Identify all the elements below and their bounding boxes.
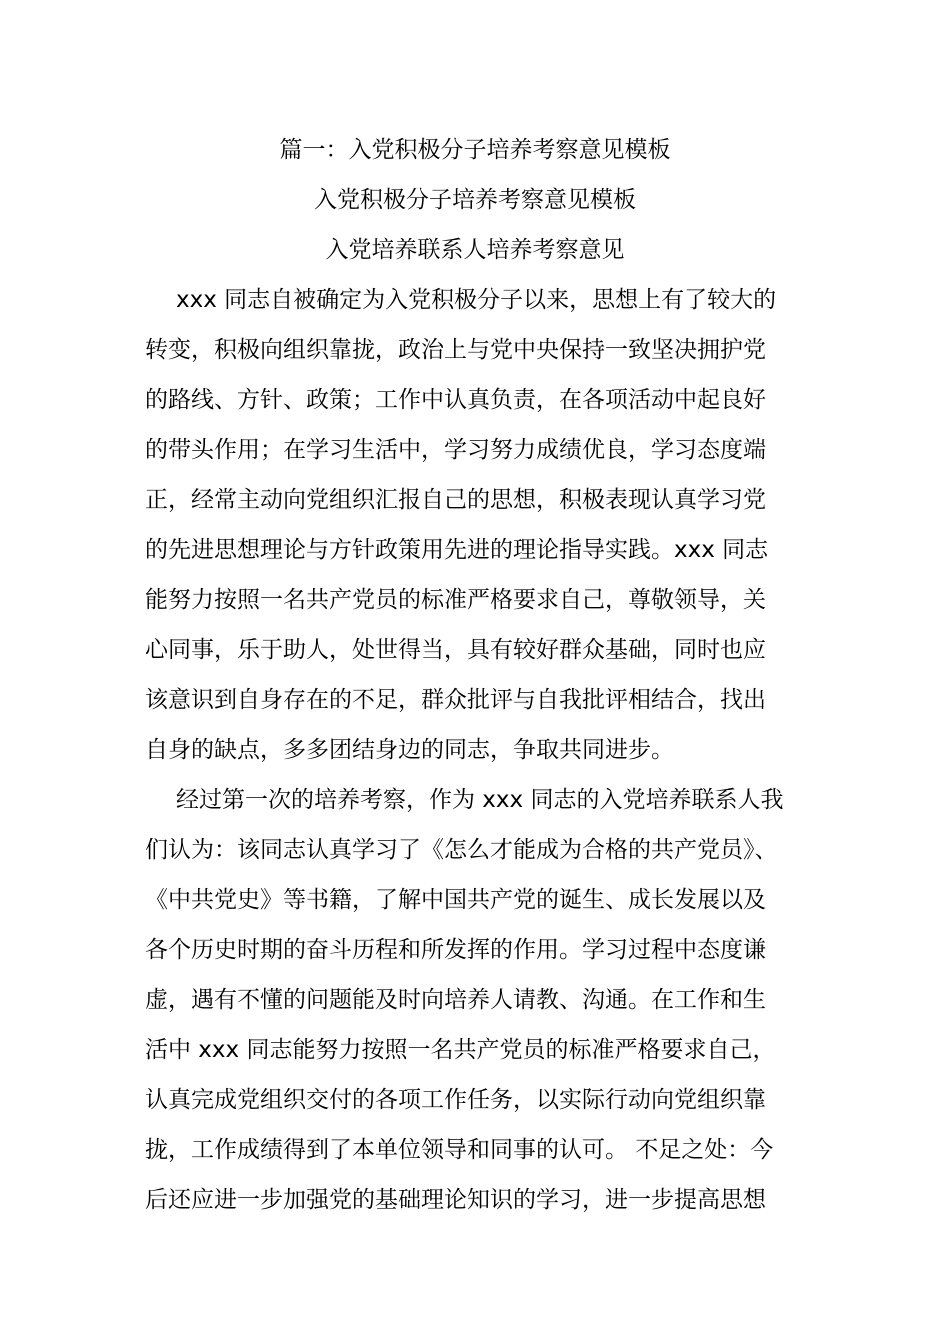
document-section-heading: 入党培养联系人培养考察意见 — [325, 237, 625, 263]
paragraph-line: 的路线、方针、政策；工作中认真负责，在各项活动中起良好 — [145, 387, 766, 413]
paragraph-line: 能努力按照一名共产党员的标准严格要求自己，尊敬领导，关 — [145, 587, 766, 613]
paragraph-line: 活中 xxx 同志能努力按照一名共产党员的标准严格要求自己， — [145, 1037, 776, 1063]
paragraph-line: 《中共党史》等书籍，了解中国共产党的诞生、成长发展以及 — [145, 887, 766, 913]
paragraph-line: 后还应进一步加强党的基础理论知识的学习，进一步提高思想 — [145, 1187, 766, 1213]
paragraph-line: 拢，工作成绩得到了本单位领导和同事的认可。 不足之处：今 — [145, 1137, 774, 1163]
paragraph-line: 正，经常主动向党组织汇报自己的思想，积极表现认真学习党 — [145, 487, 766, 513]
paragraph-line: 虚，遇有不懂的问题能及时向培养人请教、沟通。在工作和生 — [145, 987, 766, 1013]
paragraph-line: 的带头作用；在学习生活中，学习努力成绩优良，学习态度端 — [145, 437, 766, 463]
paragraph-line: 自身的缺点，多多团结身边的同志，争取共同进步。 — [145, 737, 674, 763]
document-title: 篇一：入党积极分子培养考察意见模板 — [279, 137, 671, 163]
document-subtitle: 入党积极分子培养考察意见模板 — [314, 187, 636, 213]
paragraph-line: 心同事，乐于助人，处世得当，具有较好群众基础，同时也应 — [145, 637, 766, 663]
paragraph-line: 的先进思想理论与方针政策用先进的理论指导实践。xxx 同志 — [145, 537, 769, 563]
paragraph-line: 该意识到自身存在的不足，群众批评与自我批评相结合，找出 — [145, 687, 766, 713]
paragraph-line: xxx 同志自被确定为入党积极分子以来，思想上有了较大的 — [176, 287, 777, 313]
paragraph-line: 经过第一次的培养考察，作为 xxx 同志的入党培养联系人我 — [176, 787, 784, 813]
paragraph-line: 转变，积极向组织靠拢，政治上与党中央保持一致坚决拥护党 — [145, 337, 766, 363]
paragraph-line: 们认为：该同志认真学习了《怎么才能成为合格的共产党员》、 — [145, 837, 778, 863]
paragraph-line: 各个历史时期的奋斗历程和所发挥的作用。学习过程中态度谦 — [145, 937, 766, 963]
paragraph-line: 认真完成党组织交付的各项工作任务，以实际行动向党组织靠 — [145, 1087, 766, 1113]
